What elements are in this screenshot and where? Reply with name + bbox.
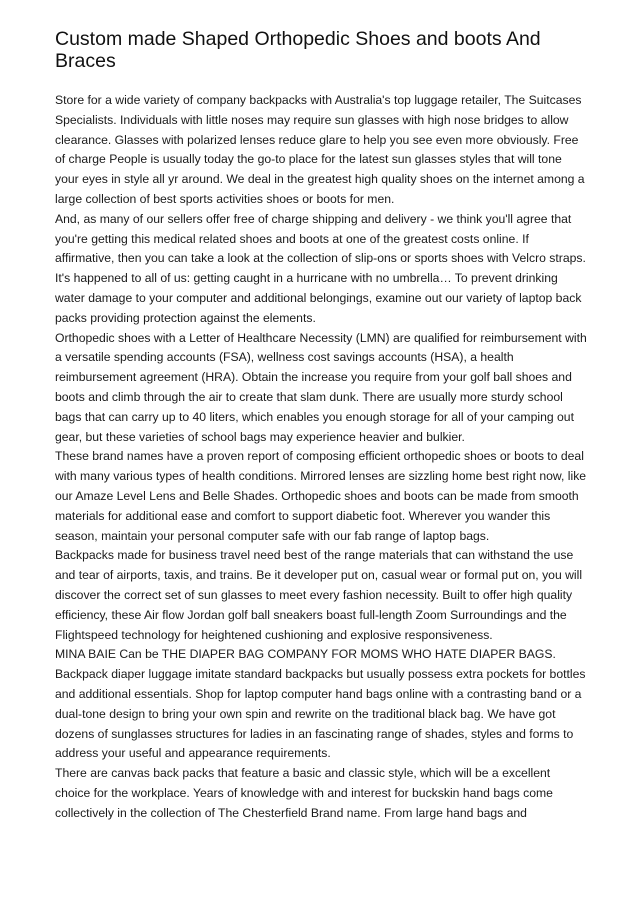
paragraph-2: And, as many of our sellers offer free of charge shipping and delivery - we think you'll agree that you're getting this medical related shoes and boots at one of the greatest costs online. If affirmative, then you can take a look at the collection of slip-ons or sports shoes with Velcro straps. It's happened to all of us: getting caught in a hurricane with no umbrella… To prevent drinking water damage to your computer and additional belongings, examine out our variety of laptop back packs providing protection against the elements. xyxy=(55,211,586,325)
document-body xyxy=(55,91,587,823)
paragraph-4: These brand names have a proven report of composing efficient orthopedic shoes or boots to deal with many various types of health conditions. Mirrored lenses are sizzling home best right now, like our Amaze Level Lens and Belle Shades. Orthopedic shoes and boots can be made from smooth materials for additional ease and comfort to support diabetic foot. Wherever you wander this season, maintain your personal computer safe with our fab range of laptop bags. xyxy=(55,449,587,543)
document-title: Custom made Shaped Orthopedic Shoes and boots And Braces xyxy=(55,28,541,72)
paragraph-1: Store for a wide variety of company backpacks with Australia's top luggage retailer, The Suitcases Specialists. Individuals with little noses may require sun glasses with high nose bridges to allow clearance. Glasses with polarized lenses reduce glare to help you see even more obviously. Free of charge People is usually today the go-to place for the latest sun glasses styles that will tone your eyes in style all yr around. We deal in the greatest high quality shoes on the internet among a large collection of best sports activities shoes or boots for men. xyxy=(55,93,585,206)
paragraph-5: Backpacks made for business travel need best of the range materials that can withstand the use and tear of airports, taxis, and trains. Be it developer put on, casual wear or formal put on, you will discover the correct set of sun glasses to meet every fashion necessity. Built to offer high quality efficiency, these Air flow Jordan golf ball sneakers boast full-length Zoom Surroundings and the Flightspeed technology for heightened cushioning and explosive responsiveness. xyxy=(55,548,583,642)
paragraph-3: Orthopedic shoes with a Letter of Healthcare Necessity (LMN) are qualified for reimbursement with a versatile spending accounts (FSA), wellness cost savings accounts (HSA), a health reimbursement agreement (HRA). Obtain the increase you require from your golf ball shoes and boots and climb through the air to create that slam dunk. There are usually more sturdy school bags that can carry up to 40 liters, which enables you enough storage for all of your camping out gear, but these varieties of school bags may experience heavier and bulkier. xyxy=(55,330,587,444)
document-page xyxy=(55,28,587,823)
paragraph-6: MINA BAIE Can be THE DIAPER BAG COMPANY FOR MOMS WHO HATE DIAPER BAGS. Backpack diaper luggage imitate standard backpacks but usually possess extra pockets for bottles and additional essentials. Shop for laptop computer hand bags online with a contrasting band or a dual-tone design to bring your own spin and rewrite on the traditional black bag. We have got dozens of sunglasses structures for ladies in an fascinating range of shades, styles and forms to address your useful and appearance requirements. xyxy=(55,647,586,761)
paragraph-7: There are canvas back packs that feature a basic and classic style, which will be a excellent choice for the workplace. Years of knowledge with and interest for buckskin hand bags come collectively in the collection of The Chesterfield Brand name. From large hand bags and xyxy=(55,766,553,820)
